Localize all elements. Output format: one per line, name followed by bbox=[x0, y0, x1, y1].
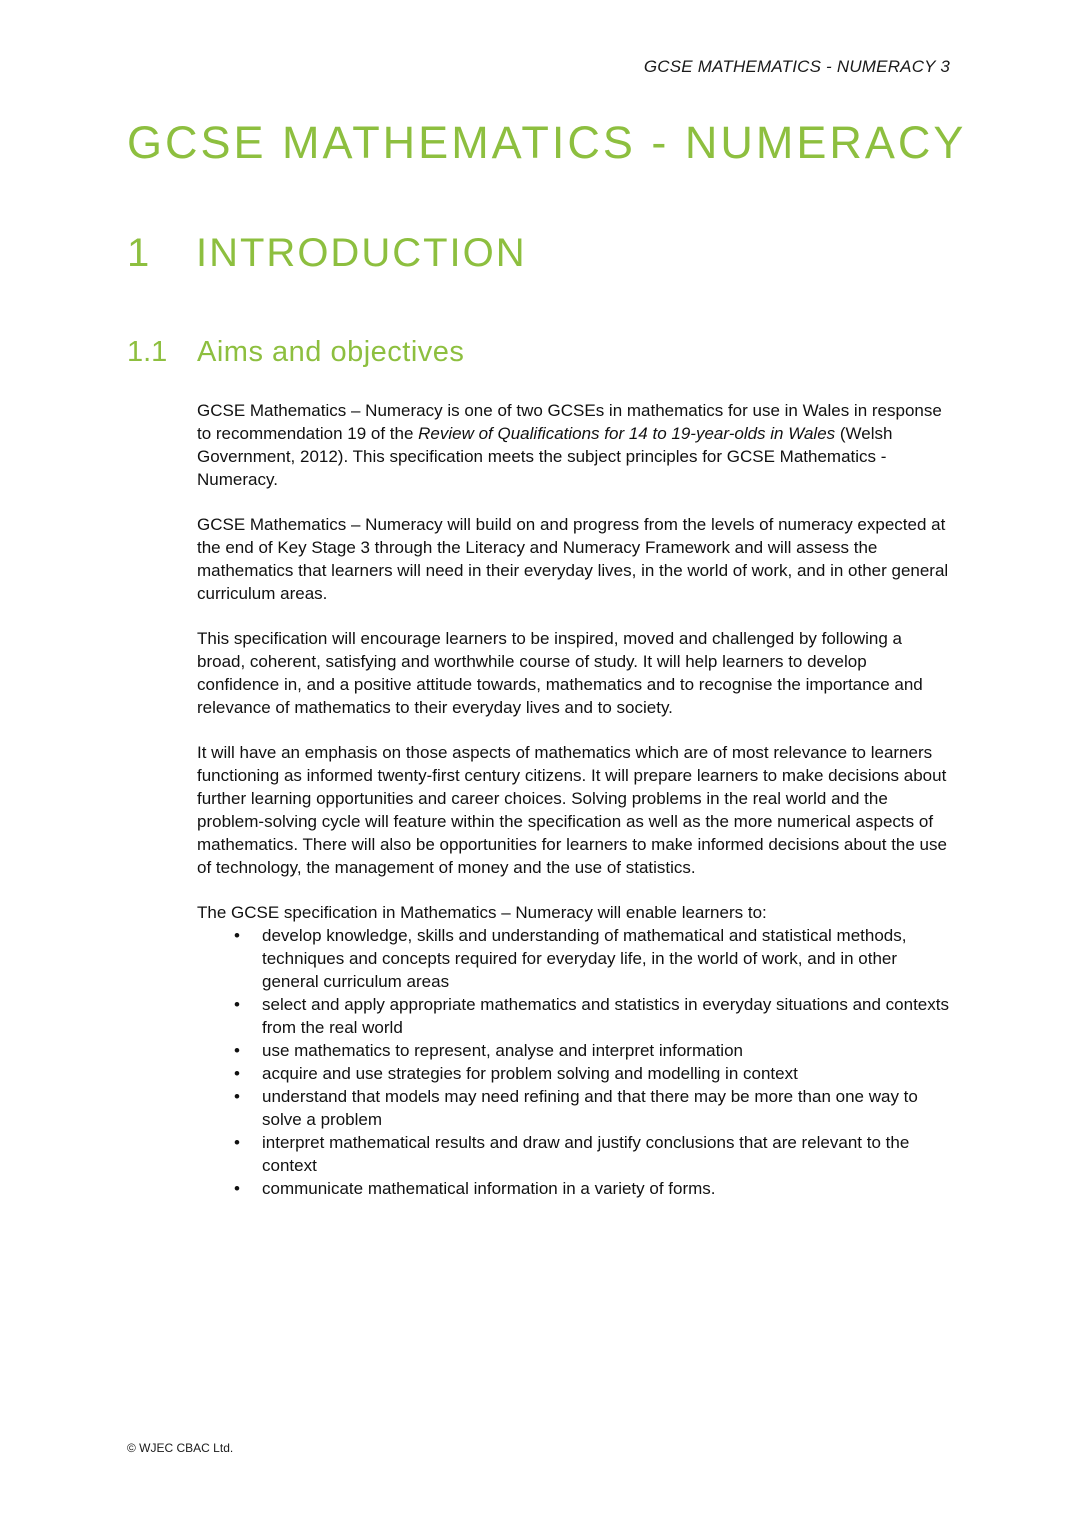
running-header: GCSE MATHEMATICS - NUMERACY 3 bbox=[643, 57, 950, 76]
section-number: 1 bbox=[127, 231, 150, 275]
list-item: • develop knowledge, skills and understanding of mathematical and statistical methods, techniques and concepts required for everyday life, in the world of work, and in other general curriculum areas bbox=[197, 924, 950, 993]
list-item: • interpret mathematical results and draw and justify conclusions that are relevant to the context bbox=[197, 1131, 950, 1177]
paragraph-1-text-end: (Welsh Government, 2012). This specification meets the subject principles for GCSE Mathematics - Numeracy. bbox=[197, 424, 893, 489]
list-intro: The GCSE specification in Mathematics – Numeracy will enable learners to: bbox=[197, 903, 767, 922]
paragraph-1 bbox=[197, 399, 950, 491]
subsection-heading bbox=[127, 336, 950, 369]
section-heading bbox=[127, 231, 950, 276]
copyright-footer: © WJEC CBAC Ltd. bbox=[127, 1441, 234, 1455]
section-title: INTRODUCTION bbox=[196, 231, 527, 275]
paragraph-4: It will have an emphasis on those aspects of mathematics which are of most relevance to learners functioning as informed twenty-first century citizens. It will prepare learners to make decisions about further learning opportunities and career choices. Solving problems in the real world and the problem-solving cycle will feature within the specification as well as the more numerical aspects of mathematics. There will also be opportunities for learners to make informed decisions about the use of technology, the management of money and the use of statistics. bbox=[197, 743, 947, 877]
list-item: • acquire and use strategies for problem solving and modelling in context bbox=[197, 1062, 950, 1085]
body-text-column bbox=[197, 399, 950, 1200]
list-item: • select and apply appropriate mathematics and statistics in everyday situations and contexts from the real world bbox=[197, 993, 950, 1039]
paragraph-2: GCSE Mathematics – Numeracy will build on and progress from the levels of numeracy expected at the end of Key Stage 3 through the Literacy and Numeracy Framework and will assess the mathematics that learners will need in their everyday lives, in the world of work, and in other general curriculum areas. bbox=[197, 515, 949, 603]
subsection-number: 1.1 bbox=[127, 336, 168, 368]
subsection-title: Aims and objectives bbox=[197, 336, 465, 368]
list-item: • use mathematics to represent, analyse and interpret information bbox=[197, 1039, 950, 1062]
list-item: • understand that models may need refining and that there may be more than one way to solve a problem bbox=[197, 1085, 950, 1131]
paragraph-1-text-start: GCSE Mathematics – Numeracy is one of two GCSEs in mathematics for use in Wales in response to recommendation 19 of the bbox=[197, 401, 942, 443]
paragraph-1-citation-italic: Review of Qualifications for 14 to 19-year-olds in Wales bbox=[418, 424, 836, 443]
paragraph-3: This specification will encourage learners to be inspired, moved and challenged by following a broad, coherent, satisfying and worthwhile course of study. It will help learners to develop confidence in, and a positive attitude towards, mathematics and to recognise the importance and relevance of mathematics to their everyday lives and to society. bbox=[197, 629, 923, 717]
document-title: GCSE MATHEMATICS - NUMERACY bbox=[127, 117, 967, 168]
aims-bullet-list bbox=[197, 924, 950, 1200]
list-item: • communicate mathematical information in a variety of forms. bbox=[197, 1177, 950, 1200]
